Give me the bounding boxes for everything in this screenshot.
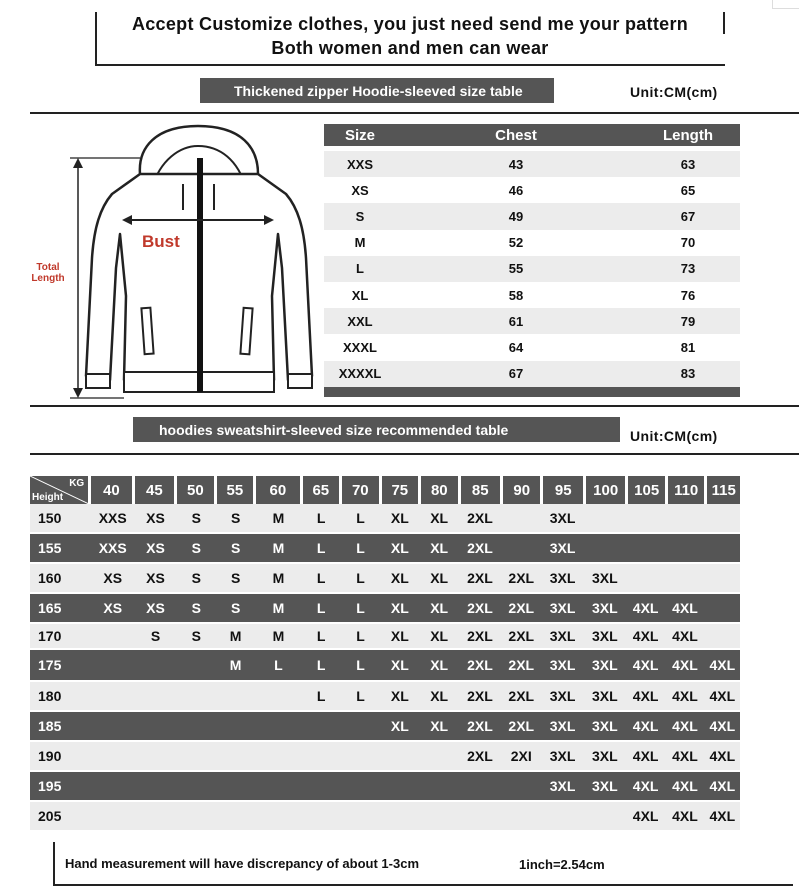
height-row: [30, 712, 740, 740]
section2-title: hoodies sweatshirt-sleeved size recommended table: [133, 417, 620, 442]
header-length: Length: [663, 126, 713, 144]
size-recommendation-cell: L: [356, 688, 365, 704]
weight-header-cell: 70: [342, 476, 379, 504]
length-cell: 73: [680, 261, 696, 277]
size-recommendation-cell: S: [150, 628, 161, 644]
length-label: [30, 262, 66, 284]
height-label: 175: [38, 657, 62, 673]
size-recommendation-cell: 3XL: [549, 570, 576, 586]
size-recommendation-cell: L: [316, 540, 326, 556]
size-recommendation-cell: 3XL: [591, 600, 618, 616]
size-recommendation-cell: S: [191, 628, 201, 644]
size-recommendation-cell: 4XL: [709, 657, 736, 673]
weight-header-cell: 115: [707, 476, 740, 504]
size-recommendation-cell: 3XL: [549, 540, 576, 556]
size-recommendation-cell: XL: [390, 628, 409, 644]
weight-header-cell: 40: [91, 476, 131, 504]
size-cell: XXS: [346, 156, 373, 172]
size-recommendation-cell: L: [316, 510, 326, 526]
length-label-line2: Length: [31, 273, 65, 284]
height-row: [30, 772, 740, 800]
size-recommendation-cell: XL: [390, 510, 409, 526]
size-recommendation-cell: 3XL: [591, 570, 618, 586]
size-recommendation-cell: XL: [430, 718, 449, 734]
size-table-row: [324, 230, 740, 256]
weight-header-cell: 80: [421, 476, 458, 504]
height-label: 160: [38, 570, 62, 586]
length-label-line1: Total: [36, 262, 60, 273]
size-recommendation-cell: 2XL: [508, 600, 535, 616]
size-recommendation-cell: 4XL: [632, 688, 659, 704]
recommended-size-table: [30, 476, 740, 830]
size-recommendation-cell: S: [230, 600, 241, 616]
header-line-1: Accept Customize clothes, you just need send me your pattern: [131, 14, 689, 34]
size-recommendation-cell: 4XL: [632, 748, 659, 764]
size-recommendation-cell: 3XL: [591, 657, 618, 673]
footer-box: [53, 842, 793, 886]
size-recommendation-cell: 3XL: [591, 688, 618, 704]
size-recommendation-cell: 4XL: [672, 657, 698, 673]
height-label: 185: [38, 718, 62, 734]
length-cell: 67: [680, 208, 696, 224]
size-recommendation-cell: 3XL: [591, 748, 618, 764]
size-recommendation-cell: 3XL: [549, 718, 576, 734]
size-recommendation-cell: XL: [390, 570, 409, 586]
weight-header-cell: 45: [135, 476, 174, 504]
length-cell: 63: [680, 156, 696, 172]
size-recommendation-cell: XXS: [98, 540, 127, 556]
size-recommendation-cell: XXS: [98, 510, 127, 526]
size-recommendation-cell: XL: [430, 657, 449, 673]
size-recommendation-cell: 2XL: [467, 748, 493, 764]
size-recommendation-cell: L: [316, 628, 326, 644]
size-recommendation-cell: 2XL: [467, 570, 493, 586]
size-recommendation-cell: XS: [146, 570, 165, 586]
size-recommendation-cell: L: [356, 540, 365, 556]
weight-header-cell: 60: [256, 476, 299, 504]
length-cell: 79: [680, 313, 696, 329]
size-cell: XXL: [347, 313, 373, 329]
chest-cell: 61: [508, 313, 524, 329]
size-recommendation-cell: 4XL: [632, 600, 659, 616]
height-row: [30, 650, 740, 680]
size-recommendation-cell: 2XL: [508, 570, 535, 586]
size-recommendation-cell: L: [316, 600, 326, 616]
length-cell: 65: [680, 182, 696, 198]
size-recommendation-cell: 3XL: [591, 778, 618, 794]
size-recommendation-cell: XL: [390, 540, 409, 556]
length-cell: 70: [680, 235, 696, 251]
weight-header-cell: 85: [461, 476, 500, 504]
size-recommendation-cell: 2XL: [467, 688, 493, 704]
size-recommendation-cell: 4XL: [672, 718, 698, 734]
size-recommendation-cell: 3XL: [549, 628, 576, 644]
weight-header-cell: 105: [628, 476, 665, 504]
height-label: 195: [38, 778, 62, 794]
size-recommendation-cell: 4XL: [672, 628, 698, 644]
length-cell: 76: [680, 287, 696, 303]
size-recommendation-cell: XL: [430, 510, 449, 526]
height-label: 150: [38, 510, 62, 526]
size-cell: L: [356, 261, 364, 277]
size-recommendation-cell: 3XL: [549, 778, 576, 794]
weight-header-cell: 110: [668, 476, 705, 504]
size-recommendation-cell: 4XL: [709, 718, 736, 734]
size-recommendation-cell: 4XL: [632, 778, 659, 794]
size-cell: XS: [351, 182, 369, 198]
header-size: Size: [344, 126, 375, 144]
height-row: [30, 504, 740, 532]
size-recommendation-cell: XL: [430, 540, 449, 556]
size-recommendation-cell: L: [356, 657, 365, 673]
size-table: [324, 124, 740, 387]
size-recommendation-cell: M: [272, 540, 285, 556]
chest-cell: 67: [508, 366, 524, 382]
size-table-footer: [324, 387, 740, 397]
chest-cell: 64: [508, 339, 524, 355]
size-recommendation-cell: 4XL: [709, 688, 736, 704]
size-recommendation-cell: 4XL: [632, 718, 659, 734]
size-recommendation-cell: 2XL: [467, 510, 493, 526]
size-recommendation-cell: M: [272, 570, 285, 586]
height-row: [30, 802, 740, 830]
size-recommendation-cell: L: [356, 600, 365, 616]
weight-header-cell: 90: [503, 476, 540, 504]
footer-conversion: 1inch=2.54cm: [519, 857, 605, 872]
table-corner: [30, 476, 88, 504]
size-recommendation-cell: 2XL: [467, 628, 493, 644]
size-recommendation-cell: XL: [430, 570, 449, 586]
size-recommendation-cell: 4XL: [709, 808, 736, 824]
size-recommendation-cell: XL: [390, 657, 409, 673]
length-cell: 83: [680, 366, 696, 382]
size-recommendation-cell: 3XL: [549, 510, 576, 526]
height-label: 205: [38, 808, 62, 824]
size-recommendation-cell: 4XL: [672, 808, 698, 824]
size-table-row: [324, 256, 740, 282]
weight-header-row: [30, 476, 740, 504]
size-recommendation-cell: 3XL: [549, 600, 576, 616]
size-recommendation-cell: L: [316, 688, 326, 704]
weight-header-cell: 100: [586, 476, 625, 504]
height-label: 165: [38, 600, 62, 616]
header-chest: Chest: [495, 126, 537, 144]
size-recommendation-cell: XL: [430, 600, 449, 616]
size-recommendation-cell: S: [230, 570, 241, 586]
height-label: 155: [38, 540, 62, 556]
size-recommendation-cell: 3XL: [591, 718, 618, 734]
size-table-row: [324, 203, 740, 229]
size-recommendation-cell: L: [356, 628, 365, 644]
size-recommendation-cell: 2XL: [508, 718, 535, 734]
size-table-row: [324, 361, 740, 387]
size-recommendation-cell: 2XL: [467, 718, 493, 734]
size-recommendation-cell: 4XL: [709, 778, 736, 794]
footer-note: Hand measurement will have discrepancy of about 1-3cm: [65, 856, 420, 871]
corner-height: Height: [32, 492, 64, 503]
size-recommendation-cell: XL: [430, 628, 449, 644]
size-recommendation-cell: XL: [390, 600, 409, 616]
weight-header-cell: 65: [303, 476, 340, 504]
size-recommendation-cell: 3XL: [549, 688, 576, 704]
section1-title: Thickened zipper Hoodie-sleeved size table: [200, 78, 554, 103]
header-line-2: Both women and men can wear: [271, 38, 549, 58]
header-box: [95, 12, 725, 66]
size-recommendation-cell: 4XL: [672, 748, 698, 764]
weight-header-cell: 50: [177, 476, 214, 504]
size-recommendation-cell: 3XL: [549, 657, 576, 673]
size-cell: S: [355, 208, 365, 224]
size-cell: XXXXL: [338, 366, 382, 382]
size-recommendation-cell: M: [229, 628, 242, 644]
bust-label: Bust: [142, 232, 180, 251]
size-recommendation-cell: L: [316, 657, 326, 673]
size-recommendation-cell: XL: [390, 718, 409, 734]
section2-unit: Unit:CM(cm): [630, 428, 718, 444]
height-row: [30, 534, 740, 562]
size-recommendation-cell: M: [272, 600, 285, 616]
size-recommendation-cell: XL: [390, 688, 409, 704]
size-recommendation-cell: S: [191, 570, 201, 586]
height-label: 170: [38, 628, 62, 644]
size-recommendation-cell: M: [229, 657, 242, 673]
size-recommendation-cell: XS: [146, 510, 165, 526]
size-recommendation-cell: XS: [146, 540, 165, 556]
size-recommendation-cell: L: [356, 570, 365, 586]
height-row: [30, 682, 740, 710]
size-recommendation-cell: 2XL: [467, 657, 493, 673]
size-table-header: [324, 124, 740, 146]
size-recommendation-cell: XS: [103, 600, 123, 616]
size-recommendation-cell: 2XL: [508, 657, 535, 673]
section2-divider: [30, 405, 799, 407]
chest-cell: 52: [508, 235, 524, 251]
size-table-row: [324, 151, 740, 177]
size-recommendation-cell: 4XL: [672, 600, 698, 616]
chest-cell: 58: [508, 287, 524, 303]
weight-header-cell: 55: [217, 476, 254, 504]
size-recommendation-cell: 2XL: [508, 688, 535, 704]
size-recommendation-cell: XS: [103, 570, 123, 586]
size-recommendation-cell: 2XL: [508, 628, 535, 644]
chest-cell: 49: [508, 208, 524, 224]
size-recommendation-cell: 4XL: [632, 628, 659, 644]
length-cell: 81: [680, 339, 696, 355]
height-row: [30, 742, 740, 770]
size-recommendation-cell: 4XL: [672, 778, 698, 794]
hoodie-diagram: [20, 118, 320, 403]
weight-header-cell: 75: [382, 476, 419, 504]
size-cell: XXXL: [343, 339, 377, 355]
size-recommendation-cell: 4XL: [632, 808, 659, 824]
corner-divider: [772, 0, 799, 9]
size-recommendation-cell: 2XI: [510, 748, 532, 764]
size-recommendation-cell: S: [230, 510, 241, 526]
size-table-row: [324, 282, 740, 308]
size-recommendation-cell: 3XL: [549, 748, 576, 764]
size-cell: M: [354, 235, 366, 251]
size-recommendation-cell: S: [191, 540, 201, 556]
size-recommendation-cell: XL: [430, 688, 449, 704]
height-label: 180: [38, 688, 62, 704]
section2-divider-bottom: [30, 453, 799, 455]
size-table-row: [324, 177, 740, 203]
size-recommendation-cell: 4XL: [709, 748, 736, 764]
section1-unit: Unit:CM(cm): [630, 84, 718, 100]
size-recommendation-cell: XS: [146, 600, 165, 616]
size-recommendation-cell: 4XL: [632, 657, 659, 673]
size-recommendation-cell: 2XL: [467, 540, 493, 556]
size-recommendation-cell: S: [191, 510, 201, 526]
chest-cell: 55: [508, 261, 524, 277]
chest-cell: 43: [508, 156, 524, 172]
chest-cell: 46: [508, 182, 524, 198]
height-row: [30, 624, 740, 648]
size-recommendation-cell: 3XL: [591, 628, 618, 644]
height-label: 190: [38, 748, 62, 764]
size-table-row: [324, 308, 740, 334]
corner-kg: KG: [69, 478, 85, 489]
weight-header-cell: 95: [543, 476, 582, 504]
size-recommendation-cell: S: [230, 540, 241, 556]
size-recommendation-cell: 4XL: [672, 688, 698, 704]
size-recommendation-cell: L: [274, 657, 283, 673]
size-recommendation-cell: S: [191, 600, 201, 616]
size-recommendation-cell: 2XL: [467, 600, 493, 616]
section1-divider: [30, 112, 799, 114]
size-recommendation-cell: L: [316, 570, 326, 586]
size-recommendation-cell: L: [356, 510, 365, 526]
size-recommendation-cell: M: [272, 510, 285, 526]
size-recommendation-cell: M: [272, 628, 285, 644]
size-cell: XL: [351, 287, 369, 303]
height-row: [30, 564, 740, 592]
height-row: [30, 594, 740, 622]
size-table-row: [324, 334, 740, 360]
